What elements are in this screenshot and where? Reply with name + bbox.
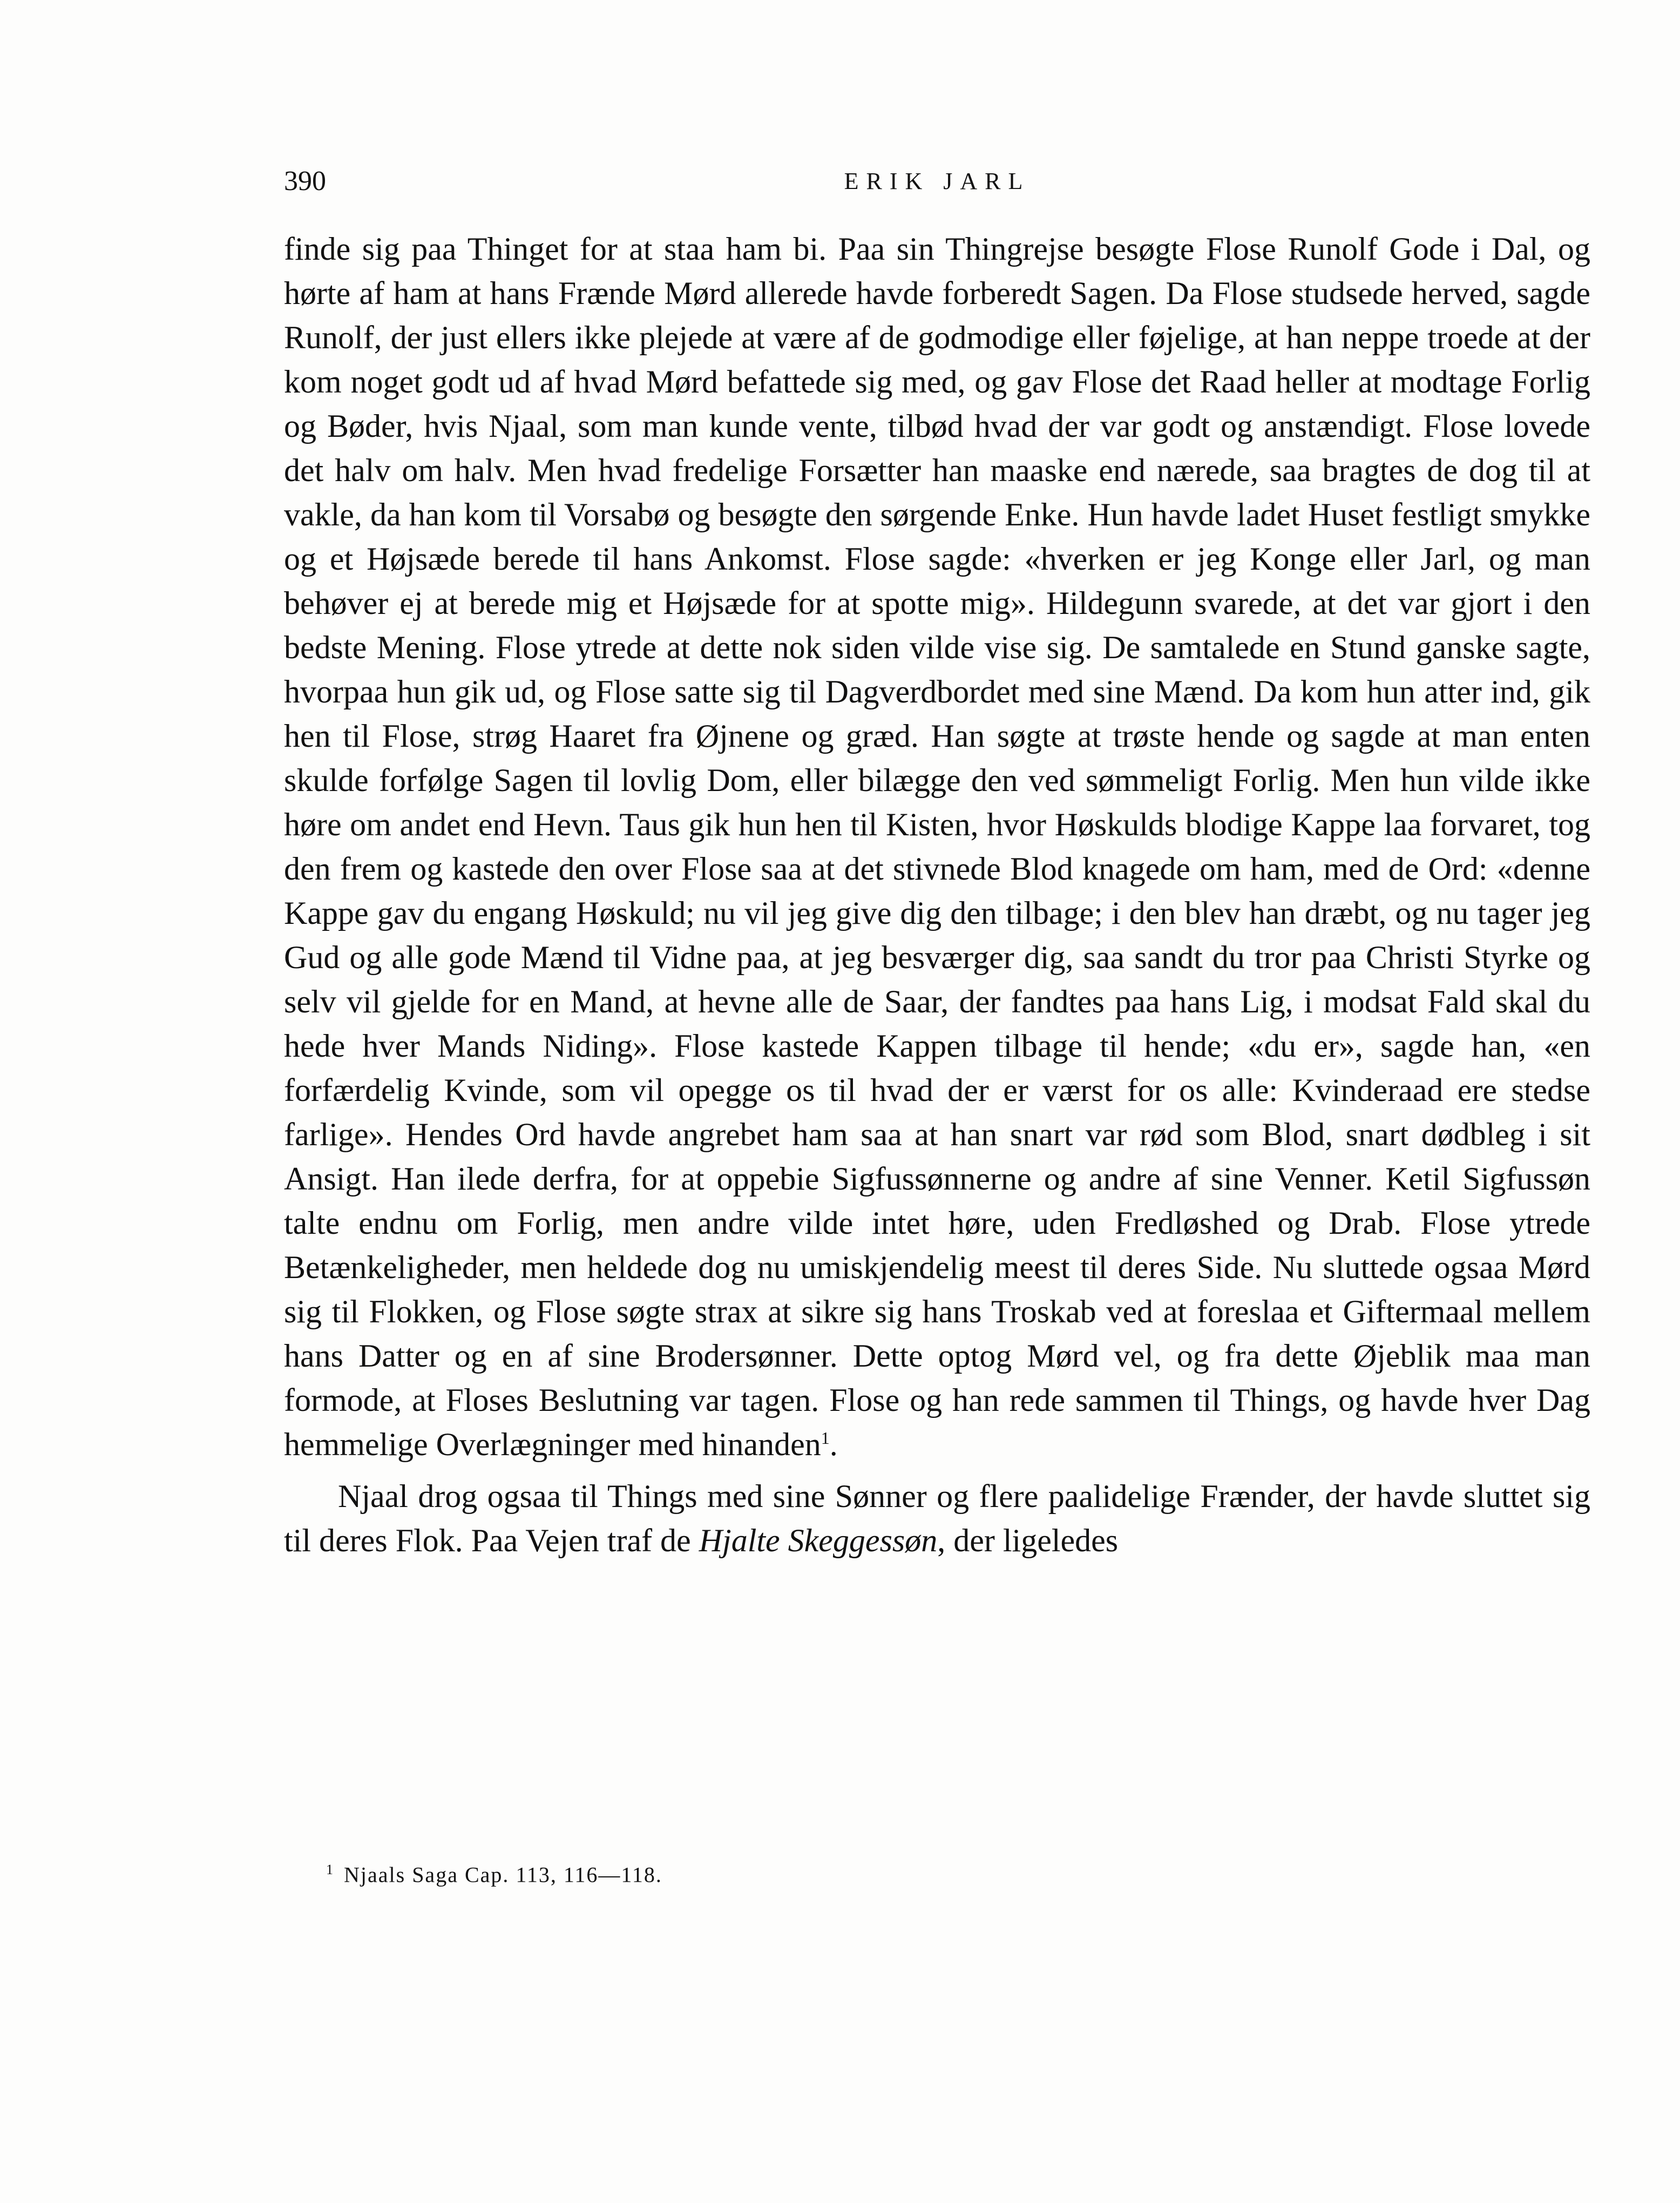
body-text [284,227,1590,1563]
paragraph-1: finde sig paa Thinget for at staa ham bi. Paa sin Thingrejse besøgte Flose Runolf Gode i Dal, og hørte af ham at hans Frænde Mørd allerede havde forberedt Sagen. Da Flose studsede herved, sagde Runolf, der just ellers ikke plejede at være af de godmodige eller føjelige, at han neppe troede at der kom noget godt ud af hvad Mørd befattede sig med, og gav Flose det Raad heller at modtage Forlig og Bøder, hvis Njaal, som man kunde vente, tilbød hvad der var godt og anstændigt. Flose lovede det halv om halv. Men hvad fredelige Forsætter han maaske end nærede, saa bragtes de dog til at vakle, da han kom til Vorsabø og besøgte den sørgende Enke. Hun havde ladet Huset festligt smykke og et Højsæde berede til hans Ankomst. Flose sagde: «hverken er jeg Konge eller Jarl, og man behøver ej at berede mig et Højsæde for at spotte mig». Hildegunn svarede, at det var gjort i den bedste Mening. Flose ytrede at dette nok siden vilde vise sig. De samtalede en Stund ganske sagte, hvorpaa hun gik ud, og Flose satte sig til Dagverdbordet med sine Mænd. Da kom hun atter ind, gik hen til Flose, strøg Haaret fra Øjnene og græd. Han søgte at trøste hende og sagde at man enten skulde forfølge Sagen til lovlig Dom, eller bilægge den ved sømmeligt Forlig. Men hun vilde ikke høre om andet end Hevn. Taus gik hun hen til Kisten, hvor Høskulds blodige Kappe laa forvaret, tog den frem og kastede den over Flose saa at det stivnede Blod knagede om ham, med de Ord: «denne Kappe gav du engang Høskuld; nu vil jeg give dig den tilbage; i den blev han dræbt, og nu tager jeg Gud og alle gode Mænd til Vidne paa, at jeg besværger dig, saa sandt du tror paa Christi Styrke og selv vil gjelde for en Mand, at hevne alle de Saar, der fandtes paa hans Lig, i modsat Fald skal du hede hver Mands Niding». Flose kastede Kappen tilbage til hende; «du er», sagde han, «en forfærdelig Kvinde, som vil opegge os til hvad der er værst for os alle: Kvinderaad ere stedse farlige». Hendes Ord havde angrebet ham saa at han snart var rød som Blod, snart dødbleg i sit Ansigt. Han ilede derfra, for at oppebie Sigfussønnerne og andre af sine Venner. Ketil Sigfussøn talte endnu om Forlig, men andre vilde intet høre, uden Fredløshed og Drab. Flose ytrede Betænkeligheder, men heldede dog nu umiskjendelig meest til deres Side. Nu sluttede ogsaa Mørd sig til Flokken, og Flose søgte strax at sikre sig hans Troskab ved at foreslaa et Giftermaal mellem hans Datter og en af sine Brodersønner. Dette optog Mørd vel, og fra dette Øjeblik maa man formode, at Floses Beslutning var tagen. Flose og han rede sammen til Things, og havde hver Dag hemmelige Overlægninger med hinanden$^1$. [284,231,1590,1462]
footnote-reference: 1 [821,1428,830,1448]
page-header [284,160,1590,208]
running-head: ERIK JARL [844,168,1031,194]
footnote-mark: 1 [326,1862,334,1877]
paragraph-2-text-after: , der ligeledes [937,1523,1119,1558]
paragraph-2-italic-name: Hjalte Skeggessøn [699,1523,938,1558]
paragraph-2-text-before: Njaal drog ogsaa til Things med sine Sønner og flere paalidelige Frænder, der havde sluttet sig til deres Flok. Paa Vejen traf de [284,1478,1590,1558]
paragraph-2 [284,1474,1590,1563]
footnote [326,1862,1590,1887]
page-number: 390 [284,166,326,197]
footnote-text: Njaals Saga Cap. 113, 116—118. [344,1862,662,1887]
paragraph-1-text: finde sig paa Thinget for at staa ham bi. Paa sin Thingrejse besøgte Flose Runolf Gode i Dal, og hørte af ham at hans Frænde Mørd allerede havde forberedt Sagen. Da Flose studsede herved, sagde Runolf, der just ellers ikke plejede at være af de godmodige eller føjelige, at han neppe troede at der kom noget godt ud af hvad Mørd befattede sig med, og gav Flose det Raad heller at modtage Forlig og Bøder, hvis Njaal, som man kunde vente, tilbød hvad der var godt og anstændigt. Flose lovede det halv om halv. Men hvad fredelige Forsætter han maaske end nærede, saa bragtes de dog til at vakle, da han kom til Vorsabø og besøgte den sørgende Enke. Hun havde ladet Huset festligt smykke og et Højsæde berede til hans Ankomst. Flose sagde: «hverken er jeg Konge eller Jarl, og man behøver ej at berede mig et Højsæde for at spotte mig». Hildegunn svarede, at det var gjort i den bedste Mening. Flose ytrede at dette nok siden vilde vise sig. De samtalede en Stund ganske sagte, hvorpaa hun gik ud, og Flose satte sig til Dagverdbordet med sine Mænd. Da kom hun atter ind, gik hen til Flose, strøg Haaret fra Øjnene og græd. Han søgte at trøste hende og sagde at man enten skulde forfølge Sagen til lovlig Dom, eller bilægge den ved sømmeligt Forlig. Men hun vilde ikke høre om andet end Hevn. Taus gik hun hen til Kisten, hvor Høskulds blodige Kappe laa forvaret, tog den frem og kastede den over Flose saa at det stivnede Blod knagede om ham, med de Ord: «denne Kappe gav du engang Høskuld; nu vil jeg give dig den tilbage; i den blev han dræbt, og nu tager jeg Gud og alle gode Mænd til Vidne paa, at jeg besværger dig, saa sandt du tror paa Christi Styrke og selv vil gjelde for en Mand, at hevne alle de Saar, der fandtes paa hans Lig, i modsat Fald skal du hede hver Mands Niding». Flose kastede Kappen tilbage til hende; «du er», sagde han, «en forfærdelig Kvinde, som vil opegge os til hvad der er værst for os alle: Kvinderaad ere stedse farlige». Hendes Ord havde angrebet ham saa at han snart var rød som Blod, snart dødbleg i sit Ansigt. Han ilede derfra, for at oppebie Sigfussønnerne og andre af sine Venner. Ketil Sigfussøn talte endnu om Forlig, men andre vilde intet høre, uden Fredløshed og Drab. Flose ytrede Betænkeligheder, men heldede dog nu umiskjendelig meest til deres Side. Nu sluttede ogsaa Mørd sig til Flokken, og Flose søgte strax at sikre sig hans Troskab ved at foreslaa et Giftermaal mellem hans Datter og en af sine Brodersønner. Dette optog Mørd vel, og fra dette Øjeblik maa man formode, at Floses Beslutning var tagen. Flose og han rede sammen til Things, og havde hver Dag hemmelige Overlægninger med hinanden [284,231,1590,1462]
